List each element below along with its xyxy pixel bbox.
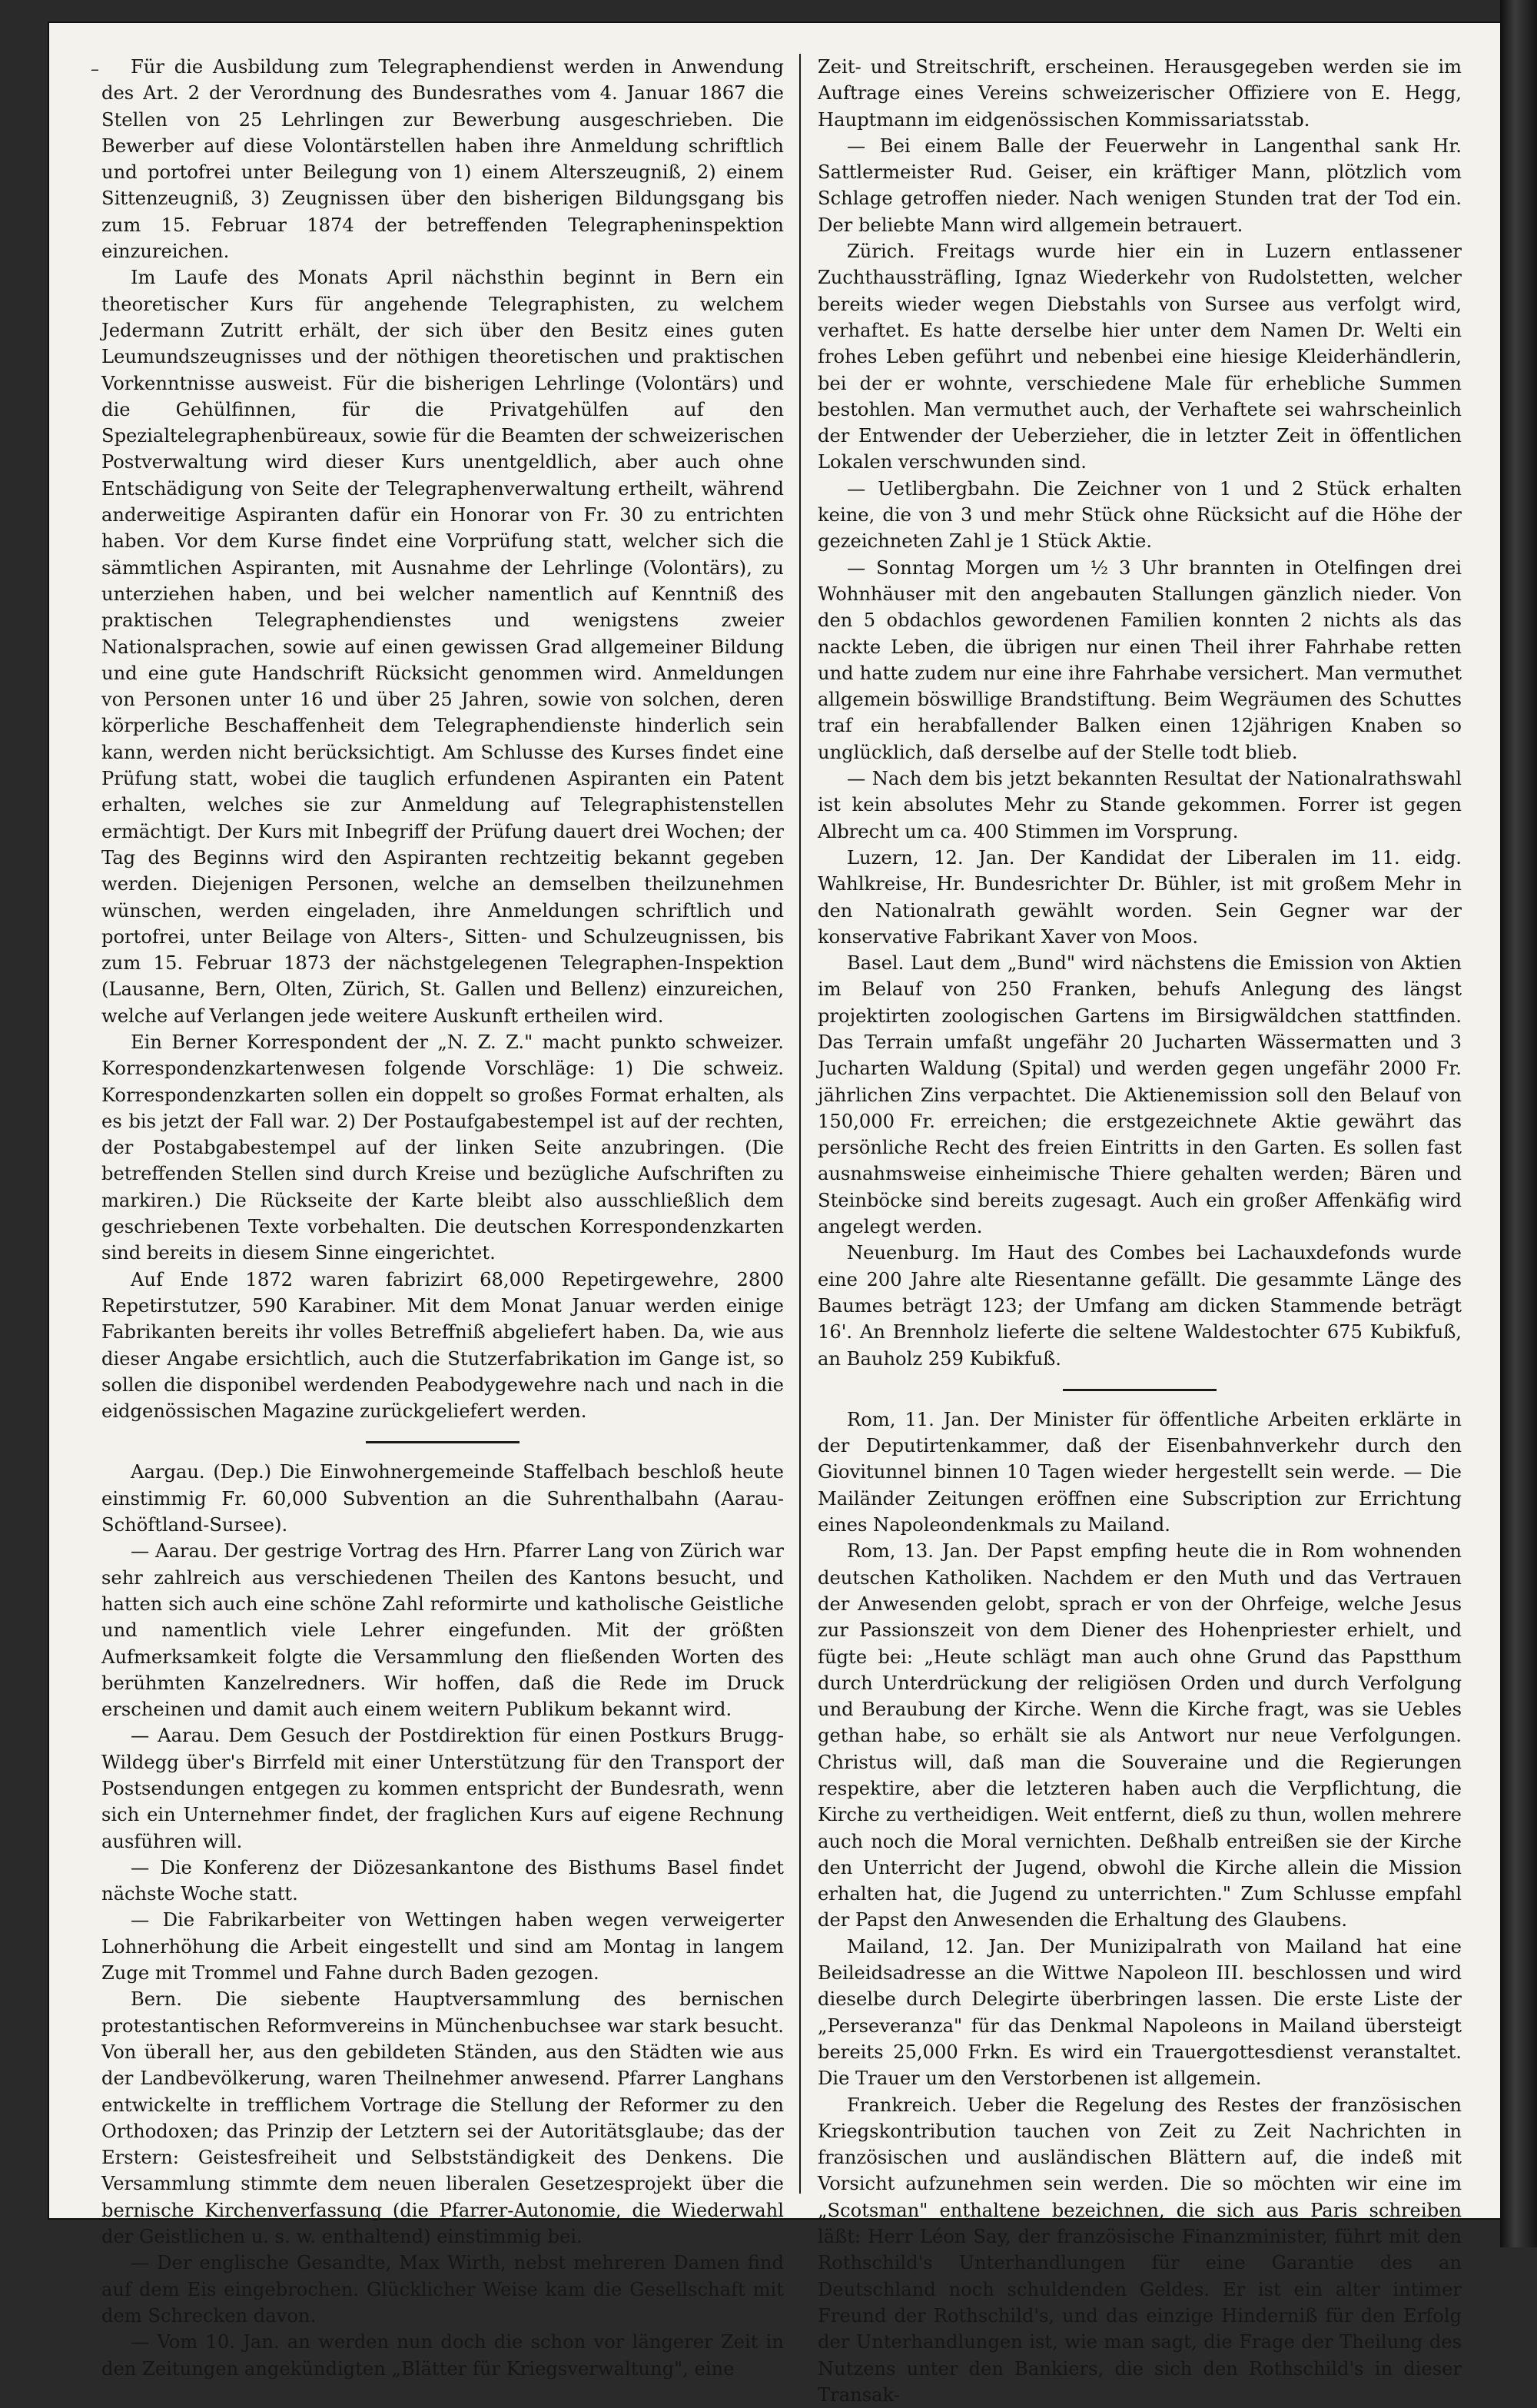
article-rome-tunnel: Rom, 11. Jan. Der Minister für öffentliche Arbeiten erklärte in der Deputirtenkammer, daß der Eisenbahnverkehr durch den Giovitunnel binnen 10 Tagen wieder hergestellt sein werde. — Die Mailänder Zeitungen eröffnen eine Subscription zur Errichtung eines Napoleondenkmals zu Mailand.: [818, 1408, 1462, 1536]
article-telegraph-course: Im Laufe des Monats April nächsthin beginnt in Bern ein theoretischer Kurs für angehende Telegraphisten, zu welchem Jedermann Zutritt erhält, der sich über den Besitz eines guten Leumundszeugnisses und der nöthigen theoretischen und praktischen Vorkenntnisse ausweist. Für die bisherigen Lehrlinge (Volontärs) und die Gehülfinnen, für die Privatgehülfen auf den Spezialtelegraphenbüreaux, sowie für die Beamten der schweizerischen Postverwaltung wird dieser Kurs unentgeldlich, aber auch ohne Entschädigung von Seite der Telegraphenverwaltung ertheilt, während anderweitige Aspiranten dafür ein Honorar von Fr. 30 zu entrichten haben. Vor dem Kurse findet eine Vorprüfung statt, welcher sich die sämmtlichen Aspiranten, mit Ausnahme der Lehrlinge (Volontärs), zu unterziehen haben, und bei welcher namentlich auf Kenntniß des praktischen Telegraphendienstes und wenigstens zweier Nationalsprachen, sowie auf einen gewissen Grad allgemeiner Bildung und eine gute Handschrift Rücksicht genommen wird. Anmeldungen von Personen unter 16 und über 25 Jahren, sowie von solchen, deren körperliche Beschaffenheit dem Telegraphendienste hinderlich sein kann, werden nicht berücksichtigt. Am Schlusse des Kurses findet eine Prüfung statt, wobei die tauglich erfundenen Aspiranten ein Patent erhalten, welches sie zur Anmeldung auf Telegraphistenstellen ermächtigt. Der Kurs mit Inbegriff der Prüfung dauert drei Wochen; der Tag des Beginns wird den Aspiranten rechtzeitig bekannt gegeben werden. Diejenigen Personen, welche an demselben theilzunehmen wünschen, werden eingeladen, ihre Anmeldungen schriftlich und portofrei, unter Beilage von Alters-, Sitten- und Schulzeugnissen, bis zum 15. Februar 1873 der nächstgelegenen Telegraphen-Inspektion (Lausanne, Bern, Olten, Zürich, St. Gallen und Bellenz) einzureichen, welche auf Verlangen jede weitere Auskunft ertheilen wird.: [101, 267, 784, 1027]
article-diocese-conference: — Die Konferenz der Diözesankantone des Bisthums Basel findet nächste Woche statt.: [101, 1856, 784, 1905]
section-divider: [366, 1441, 520, 1443]
article-uetliberg-railway: — Uetlibergbahn. Die Zeichner von 1 und 2 Stück erhalten keine, die von 3 und mehr Stück ohne Rücksicht auf die Höhe der gezeichneten Zahl je 1 Stück Aktie.: [818, 477, 1462, 553]
article-wettingen-strike: — Die Fabrikarbeiter von Wettingen haben wegen verweigerter Lohnerhöhung die Arbeit eingestellt und sind am Montag in langem Zuge mit Trommel und Fahne durch Baden gezogen.: [101, 1909, 784, 1985]
article-basel-zoo: Basel. Laut dem „Bund" wird nächstens die Emission von Aktien im Belauf von 250 Franken, behufs Anlegung des längst projektirten zoologischen Gartens im Birsigwäldchen stattfinden. Das Terrain umfaßt ungefähr 20 Jucharten Wässermatten und 3 Jucharten Waldung (Spital) und werden gegen ungefähr 2000 Fr. jährlichen Zins verpachtet. Die Aktienemission soll den Belauf von 150,000 Fr. erreichen; die erstgezeichnete Aktie gewährt das persönliche Recht des freien Eintritts in den Garten. Es sollen fast ausnahmsweise einheimische Thiere gehalten werden; Bären und Steinböcke sind bereits zugesagt. Auch ein großer Affenkäfig wird angelegt werden.: [818, 952, 1462, 1238]
column-rule: [799, 54, 801, 2194]
article-repeating-rifles: Auf Ende 1872 waren fabrizirt 68,000 Repetirgewehre, 2800 Repetirstutzer, 590 Karabiner. Mit dem Monat Januar werden einige Fabrikanten bereits ihr volles Betreffniß abgeliefert haben. Da, wie aus dieser Angabe ersichtlich, auch die Stutzerfabrikation im Gange ist, so sollen die disponibel werdenden Peabodygewehre nach und nach in die eidgenössischen Magazine zurückgeliefert werden.: [101, 1268, 784, 1423]
article-aargau-staffelbach: Aargau. (Dep.) Die Einwohnergemeinde Staffelbach beschloß heute einstimmig Fr. 60,000 Subvention an die Suhrenthalbahn (Aarau-Schöftland-Sursee).: [101, 1461, 784, 1536]
article-bern-reform-assembly: Bern. Die siebente Hauptversammlung des bernischen protestantischen Reformvereins in Münchenbuchsee war stark besucht. Von überall her, aus den gebildeten Ständen, aus den Städten wie aus der Landbevölkerung, waren Theilnehmer anwesend. Pfarrer Langhans entwickelte in trefflichem Vortrage die Stellung der Reformer zu den Orthodoxen; das Prinzip der Letztern sei der Autoritätsglaube; das der Erstern: Geistesfreiheit und Selbstständigkeit des Denkens. Die Versammlung stimmte dem neuen liberalen Gesetzesprojekt über die bernische Kirchenverfassung (die Pfarrer-Autonomie, die Wiederwahl der Geistlichen u. s. w. enthaltend) einstimmig bei.: [101, 1988, 784, 2248]
section-divider: [1063, 1389, 1217, 1391]
right-column: [818, 54, 1462, 2408]
article-journal-continued: Zeit- und Streitschrift, erscheinen. Herausgegeben werden sie im Auftrage eines Vereins schweizerischer Offiziere von E. Hegg, Hauptmann im eidgenössischen Kommissariatsstab.: [818, 56, 1462, 131]
article-milan-condolence: Mailand, 12. Jan. Der Munizipalrath von Mailand hat eine Beileidsadresse an die Wittwe Napoleon III. beschlossen und wird dieselbe durch Delegirte überbringen lassen. Die erste Liste der „Perseveranza" für das Denkmal Napoleons in Mailand übersteigt bereits 25,000 Frkn. Es wird ein Trauergottesdienst veranstaltet. Die Trauer um den Verstorbenen ist allgemein.: [818, 1935, 1462, 2090]
article-luzern-election: Luzern, 12. Jan. Der Kandidat der Liberalen im 11. eidg. Wahlkreise, Hr. Bundesrichter Dr. Bühler, ist mit großem Mehr in den Nationalrath gewählt worden. Sein Gegner war der konservative Fabrikant Xaver von Moos.: [818, 846, 1462, 948]
article-aarau-postal-route: — Aarau. Dem Gesuch der Postdirektion für einen Postkurs Brugg-Wildegg über's Birrfeld mit einer Unterstützung für den Transport der Postsendungen entgegen zu kommen entspricht der Bundesrath, wenn sich ein Unternehmer findet, der fraglichen Kurs auf eigene Rechnung ausführen will.: [101, 1725, 784, 1852]
article-otelfingen-fire: — Sonntag Morgen um ½ 3 Uhr brannten in Otelfingen drei Wohnhäuser mit den angebauten Stallungen gänzlich nieder. Von den 5 obdachlos gewordenen Familien konnten 2 nichts als das nackte Leben, die übrigen nur einen Theil ihrer Fahrhabe retten und hatte zudem nur eine ihre Fahrhabe versichert. Man vermuthet allgemein böswillige Brandstiftung. Beim Wegräumen des Schuttes traf ein herabfallender Balken einen 12jährigen Knaben so unglücklich, daß derselbe auf der Stelle todt blieb.: [818, 556, 1462, 763]
margin-mark: –: [91, 60, 99, 79]
article-war-administration-journal: — Vom 10. Jan. an werden nun doch die schon vor längerer Zeit in den Zeitungen angekündigten „Blätter für Kriegsverwaltung", eine: [101, 2331, 784, 2380]
left-column: [101, 54, 784, 2382]
article-correspondence-cards: Ein Berner Korrespondent der „N. Z. Z." macht punkto schweizer. Korrespondenzkartenwesen folgende Vorschläge: 1) Die schweiz. Korrespondenzkarten sollen ein doppelt so großes Format erhalten, als es bis jetzt der Fall war. 2) Der Postaufgabestempel ist auf der rechten, der Postabgabestempel auf der linken Seite anzubringen. (Die betreffenden Stellen sind durch Kreise und bezügliche Aufschriften zu markiren.) Die Rückseite der Karte bleibt also ausschließlich dem geschriebenen Texte vorbehalten. Die deutschen Korrespondenzkarten sind bereits in diesem Sinne eingerichtet.: [101, 1031, 784, 1264]
article-zurich-arrest: Zürich. Freitags wurde hier ein in Luzern entlassener Zuchthaussträfling, Ignaz Wiederkehr von Rudolstetten, welcher bereits wieder wegen Diebstahls von Sursee aus verfolgt wird, verhaftet. Es hatte derselbe hier unter dem Namen Dr. Welti ein frohes Leben geführt und nebenbei eine hiesige Kleiderhändlerin, bei der er wohnte, verschiedene Male für erhebliche Summen bestohlen. Man vermuthet auch, der Verhaftete sei wahrscheinlich der Entwender der Ueberzieher, die in letzter Zeit in öffentlichen Lokalen verschwunden sind.: [818, 241, 1462, 473]
article-national-council-vote: — Nach dem bis jetzt bekannten Resultat der Nationalrathswahl ist kein absolutes Mehr zu Stande gekommen. Forrer ist gegen Albrecht um ca. 400 Stimmen im Vorsprung.: [818, 768, 1462, 842]
article-france-contribution: Frankreich. Ueber die Regelung des Restes der französischen Kriegskontribution tauchen von Zeit zu Zeit Nachrichten in französischen und ausländischen Blättern auf, die indeß mit Vorsicht aufzunehmen sein werden. Die so möchten wir eine im „Scotsman" enthaltene bezeichnen, die sich aus Paris schreiben läßt: Herr Léon Say, der französische Finanzminister, führt mit den Rothschild's Unterhandlungen für eine Garantie des an Deutschland noch schuldenden Geldes. Er ist ein alter intimer Freund der Rothschild's, und das einzige Hinderniß für den Erfolg der Unterhandlungen ist, wie man sagt, die Frage der Theilung des Nutzens unter den Bankiers, die sich den Rothschild's in dieser Transak-: [818, 2094, 1462, 2406]
article-neuenburg-fir: Neuenburg. Im Haut des Combes bei Lachauxdefonds wurde eine 200 Jahre alte Riesentanne gefällt. Die gesammte Länge des Baumes beträgt 123; der Umfang am dicken Stammende beträgt 16'. An Brennholz lieferte die seltene Waldestochter 675 Kubikfuß, an Bauholz 259 Kubikfuß.: [818, 1242, 1462, 1370]
article-rome-pope: Rom, 13. Jan. Der Papst empfing heute die in Rom wohnenden deutschen Katholiken. Nachdem er den Muth und das Vertrauen der Anwesenden gelobt, sprach er von der Ohrfeige, welche Jesus zur Passionszeit von dem Diener des Hohenpriester erhielt, und fügte bei: „Heute schlägt man auch ohne Grund das Papstthum durch Unterdrückung der religiösen Orden und durch Verfolgung und Beraubung der Kirche. Wenn die Kirche fragt, was sie Uebles gethan habe, so erhält sie als Antwort nur neue Verfolgungen. Christus will, daß man die Souveraine und die Regierungen respektire, aber die letzteren haben auch die Verpflichtung, die Kirche zu vertheidigen. Weit entfernt, dieß zu thun, wollen mehrere auch noch die Moral vernichten. Deßhalb entreißen sie der Kirche den Unterricht der Jugend, obwohl die Kirche allein die Mission erhalten hat, die Jugend zu unterrichten." Zum Schlusse empfahl der Papst den Anwesenden die Erhaltung des Glaubens.: [818, 1540, 1462, 1931]
newspaper-page: [49, 23, 1500, 2406]
article-english-envoy-ice: — Der englische Gesandte, Max Wirth, nebst mehreren Damen find auf dem Eis eingebrochen. Glücklicher Weise kam die Gesellschaft mit dem Schrecken davon.: [101, 2252, 784, 2327]
scan-edge: [1500, 0, 1537, 2247]
article-aarau-lecture: — Aarau. Der gestrige Vortrag des Hrn. Pfarrer Lang von Zürich war sehr zahlreich aus verschiedenen Theilen des Kantons besucht, und hatten sich auch eine schöne Zahl reformirte und katholische Geistliche und namentlich viele Lehrer eingefunden. Mit der größten Aufmerksamkeit folgte die Versammlung den fließenden Worten des berühmten Kanzelredners. Wir hoffen, daß die Rede im Druck erscheinen und damit auch einem weitern Publikum bekannt wird.: [101, 1540, 784, 1721]
article-langenthal-ball: — Bei einem Balle der Feuerwehr in Langenthal sank Hr. Sattlermeister Rud. Geiser, ein kräftiger Mann, plötzlich vom Schlage getroffen nieder. Nach wenigen Stunden trat der Tod ein. Der beliebte Mann wird allgemein betrauert.: [818, 135, 1462, 236]
article-telegraph-apprentices: Für die Ausbildung zum Telegraphendienst werden in Anwendung des Art. 2 der Verordnung des Bundesrathes vom 4. Januar 1867 die Stellen von 25 Lehrlingen zur Bewerbung ausgeschrieben. Die Bewerber auf diese Volontärstellen haben ihre Anmeldung schriftlich und portofrei unter Beilegung von 1) einem Alterszeugniß, 2) einem Sittenzeugniß, 3) Zeugnissen über den bisherigen Bildungsgang bis zum 15. Februar 1874 der betreffenden Telegrapheninspektion einzureichen.: [101, 56, 784, 263]
